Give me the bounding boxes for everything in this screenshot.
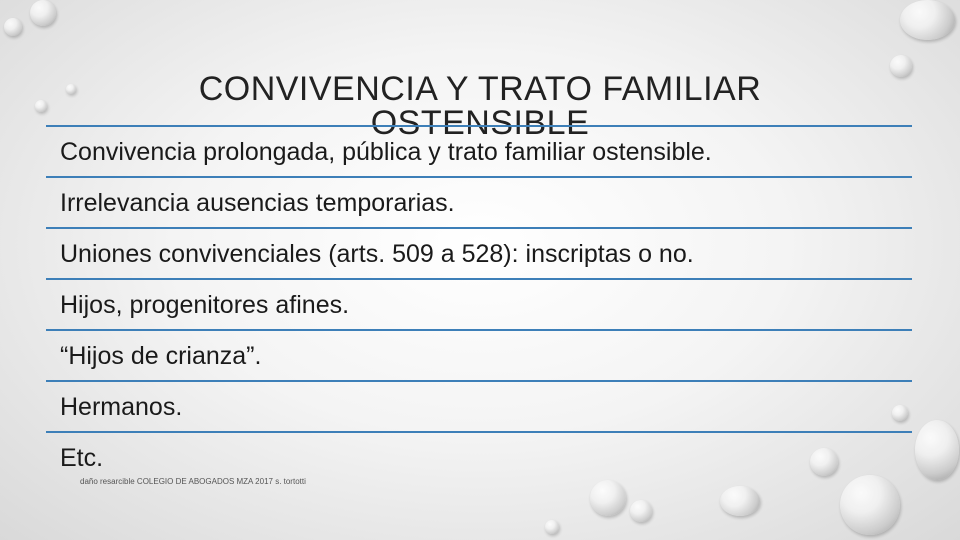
water-drop-decoration — [900, 0, 955, 40]
water-drop-decoration — [890, 55, 912, 77]
list-item: Hijos, progenitores afines. — [46, 278, 912, 329]
water-drop-decoration — [545, 520, 559, 534]
list-item: Hermanos. — [46, 380, 912, 431]
slide-title: CONVIVENCIA Y TRATO FAMILIAR OSTENSIBLE — [198, 70, 762, 142]
water-drop-decoration — [915, 420, 959, 480]
slide-footer: daño resarcible COLEGIO DE ABOGADOS MZA 2017 s. tortotti — [80, 477, 306, 486]
list-item: “Hijos de crianza”. — [46, 329, 912, 380]
list-item: Uniones convivenciales (arts. 509 a 528): inscriptas o no. — [46, 227, 912, 278]
water-drop-decoration — [720, 486, 760, 516]
list-item: Convivencia prolongada, pública y trato familiar ostensible. — [46, 125, 912, 176]
list-item: Etc. — [46, 431, 912, 482]
water-drop-decoration — [66, 84, 76, 94]
water-drop-decoration — [30, 0, 56, 26]
list-item: Irrelevancia ausencias temporarias. — [46, 176, 912, 227]
water-drop-decoration — [590, 480, 626, 516]
bullet-list — [46, 125, 912, 482]
water-drop-decoration — [630, 500, 652, 522]
water-drop-decoration — [35, 100, 47, 112]
water-drop-decoration — [4, 18, 22, 36]
water-drop-decoration — [840, 475, 900, 535]
